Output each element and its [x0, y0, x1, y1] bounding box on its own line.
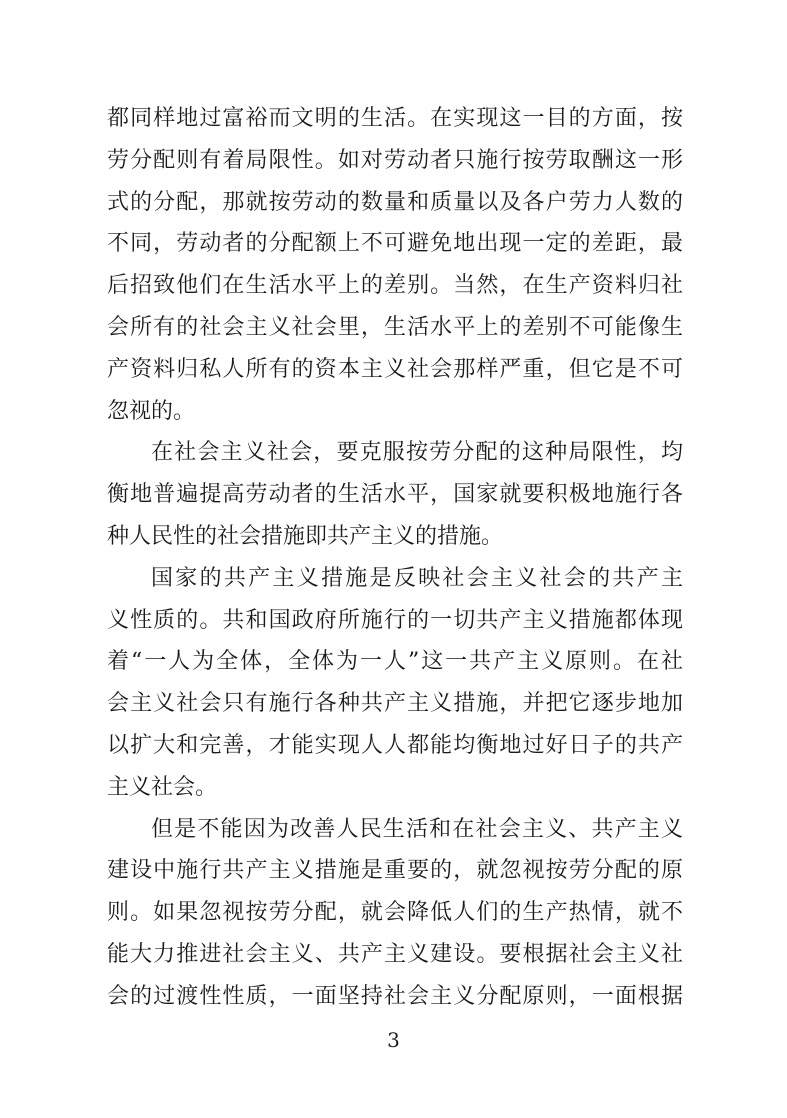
text-line: 都同样地过富裕而文明的生活。在实现这一目的方面，按	[107, 106, 683, 131]
text-line: 则。如果忽视按劳分配，就会降低人们的生产热情，就不	[107, 900, 683, 926]
text-line: 能大力推进社会主义、共产主义建设。要根据社会主义社	[107, 941, 683, 967]
text-line: 会主义社会只有施行各种共产主义措施，并把它逐步地加	[107, 691, 683, 717]
text-line: 着“一人为全体，全体为一人”这一共产主义原则。在社	[107, 649, 683, 675]
text-line: 产资料归私人所有的资本主义社会那样严重，但它是不可	[107, 356, 683, 382]
text-line: 在社会主义社会，要克服按劳分配的这种局限性，均	[151, 440, 683, 466]
text-line: 以扩大和完善，才能实现人人都能均衡地过好日子的共产	[107, 732, 683, 758]
paragraph	[107, 432, 683, 557]
page-number: 3	[387, 1028, 400, 1052]
text-line: 会的过渡性性质，一面坚持社会主义分配原则，一面根据	[107, 983, 683, 1009]
body-text	[107, 98, 683, 1018]
text-line: 会所有的社会主义社会里，生活水平上的差别不可能像生	[107, 314, 683, 340]
text-line: 衡地普遍提高劳动者的生活水平，国家就要积极地施行各	[107, 482, 683, 508]
text-line: 不同，劳动者的分配额上不可避免地出现一定的差距，最	[107, 231, 683, 257]
text-line: 主义社会。	[107, 774, 218, 800]
paragraph	[107, 809, 683, 1018]
paragraph	[107, 98, 683, 432]
text-line: 义性质的。共和国政府所施行的一切共产主义措施都体现	[107, 607, 683, 633]
text-line: 但是不能因为改善人民生活和在社会主义、共产主义	[151, 816, 683, 842]
text-line: 国家的共产主义措施是反映社会主义社会的共产主	[151, 565, 683, 591]
paragraph	[107, 558, 683, 809]
text-line: 种人民性的社会措施即共产主义的措施。	[107, 523, 504, 549]
text-line: 劳分配则有着局限性。如对劳动者只施行按劳取酬这一形	[107, 147, 683, 173]
text-line: 忽视的。	[107, 398, 196, 424]
text-line: 式的分配，那就按劳动的数量和质量以及各户劳力人数的	[107, 189, 683, 215]
text-line: 建设中施行共产主义措施是重要的，就忽视按劳分配的原	[107, 858, 683, 884]
text-line: 后招致他们在生活水平上的差别。当然，在生产资料归社	[107, 273, 683, 299]
